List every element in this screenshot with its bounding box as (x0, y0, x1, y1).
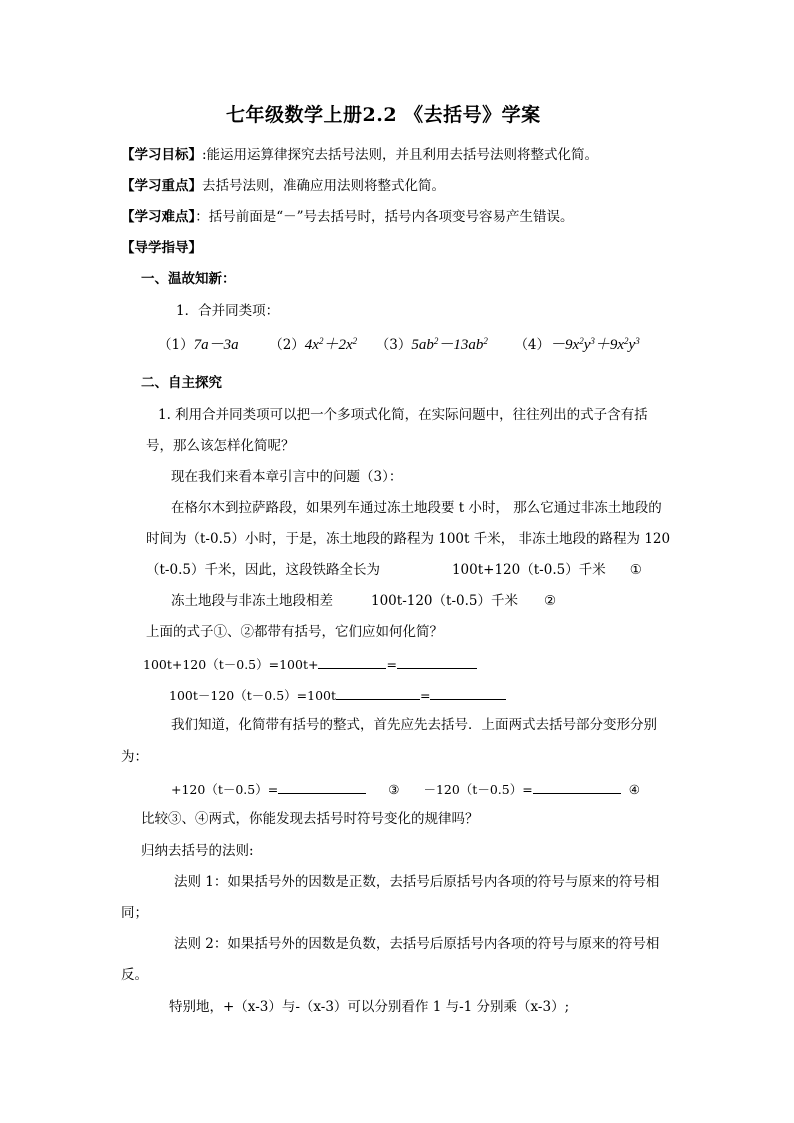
exercise-row (158, 336, 640, 354)
p5: 上面的式子①、②都带有括号，它们应如何化简？ (146, 624, 443, 640)
p6-line2: 为： (121, 749, 148, 765)
exercise-2-num: （2） (269, 337, 305, 353)
circled-4: ④ (628, 782, 640, 797)
p9: 特别地，+（x-3）与-（x-3）可以分别看作 1 与-1 分别乘（x-3）; (169, 999, 570, 1015)
exercise-3-expr: $5ab^2-13ab^2$ (411, 336, 488, 353)
p3-line1: 在格尔木到拉萨路段，如果列车通过冻土地段要 t 小时， 那么它通过非冻土地段的 (171, 500, 662, 516)
objectives-line (121, 146, 598, 164)
circled-2: ② (543, 593, 557, 609)
guide-label: 【导学指导】 (121, 240, 202, 256)
section1-heading: 一、温故知新： (141, 271, 236, 287)
p3-line2: 时间为（t-0.5）小时，于是，冻土地段的路程为 100t 千米， 非冻土地段的路程为 120 (146, 531, 671, 547)
circled-1: ① (629, 562, 642, 578)
key-point-label: 【学习重点】 (121, 178, 202, 194)
eq1-blank-2[interactable] (397, 654, 477, 669)
eq1-text: 100t+120（t－0.5）=100t+ (143, 657, 319, 672)
difficulty-label: 【学习难点】 (121, 209, 196, 225)
exercise-1-expr: 7a－3a (193, 337, 239, 353)
rule1-line1: 法则 1：如果括号外的因数是正数，去括号后原括号内各项的符号与原来的符号相 (174, 874, 660, 890)
exercise-3-num: （3） (375, 337, 412, 353)
exercise-2-expr: $4x^2+2x^2$ (304, 336, 358, 353)
eq2-blank-1[interactable] (336, 685, 420, 700)
eq3-blank-1[interactable] (278, 779, 366, 794)
page-title: 七年级数学上册2.2 《去括号》学案 (226, 104, 541, 126)
key-point-line (121, 177, 445, 195)
rule1-line2: 同； (121, 905, 148, 921)
exercise-4-expr: $-9x^2y^3+9x^2y^3$ (550, 336, 640, 353)
difficulty-line (121, 208, 574, 226)
rule2-line2: 反。 (121, 967, 148, 983)
eq1-blank-1[interactable] (318, 654, 386, 669)
p2: 现在我们来看本章引言中的问题（3）： (171, 469, 403, 485)
key-point-text: 去括号法则，准确应用法则将整式化简。 (202, 178, 445, 194)
section1-item1: 1．合并同类项： (176, 303, 280, 319)
section2-heading: 二、自主探究 (141, 375, 222, 391)
objectives-label: 【学习目标】 (121, 147, 202, 163)
exercise-1-num: （1） (158, 337, 194, 353)
eq1-equals: = (386, 657, 397, 672)
eq2-blank-2[interactable] (430, 685, 506, 700)
objectives-text: :能运用运算律探究去括号法则，并且利用去括号法则将整式化简。 (202, 147, 599, 163)
circled-3: ③ (388, 782, 400, 797)
p4-line (171, 592, 556, 610)
difficulty-text: ：括号前面是“－”号去括号时，括号内各项变号容易产生错误。 (195, 209, 574, 225)
p7: 比较③、④两式，你能发现去括号时符号变化的规律吗？ (141, 811, 479, 827)
p3-line3-text: （t-0.5）千米，因此，这段铁路全长为 (146, 562, 380, 578)
p4-text: 冻土地段与非冻土地段相差 (171, 593, 333, 609)
rule2-line1: 法则 2：如果括号外的因数是负数，去括号后原括号内各项的符号与原来的符号相 (174, 936, 660, 952)
eq1-line (143, 654, 477, 674)
p6-line1: 我们知道，化简带有括号的整式，首先应先去括号．上面两式去括号部分变形分别 (171, 717, 657, 733)
p3-expression-1: 100t+120（t-0.5）千米 (451, 562, 606, 578)
eq2-equals: = (420, 688, 431, 703)
eq2-line (169, 685, 506, 705)
eq3-text-a: +120（t－0.5）= (171, 782, 279, 797)
eq3-line (171, 779, 640, 799)
eq3-text-b: －120（t－0.5）= (423, 782, 533, 797)
p4-expression-2: 100t-120（t-0.5）千米 (371, 593, 518, 609)
p1-line1: 1. 利用合并同类项可以把一个多项式化简，在实际问题中，往往列出的式子含有括 (158, 407, 648, 423)
eq2-text: 100t－120（t－0.5）=100t (169, 688, 336, 703)
p3-line3 (146, 561, 642, 579)
p1-line2: 号，那么该怎样化简呢？ (146, 438, 295, 454)
eq3-blank-2[interactable] (533, 779, 621, 794)
exercise-4-num: （4） (514, 337, 551, 353)
p8: 归纳去括号的法则: (141, 843, 254, 859)
